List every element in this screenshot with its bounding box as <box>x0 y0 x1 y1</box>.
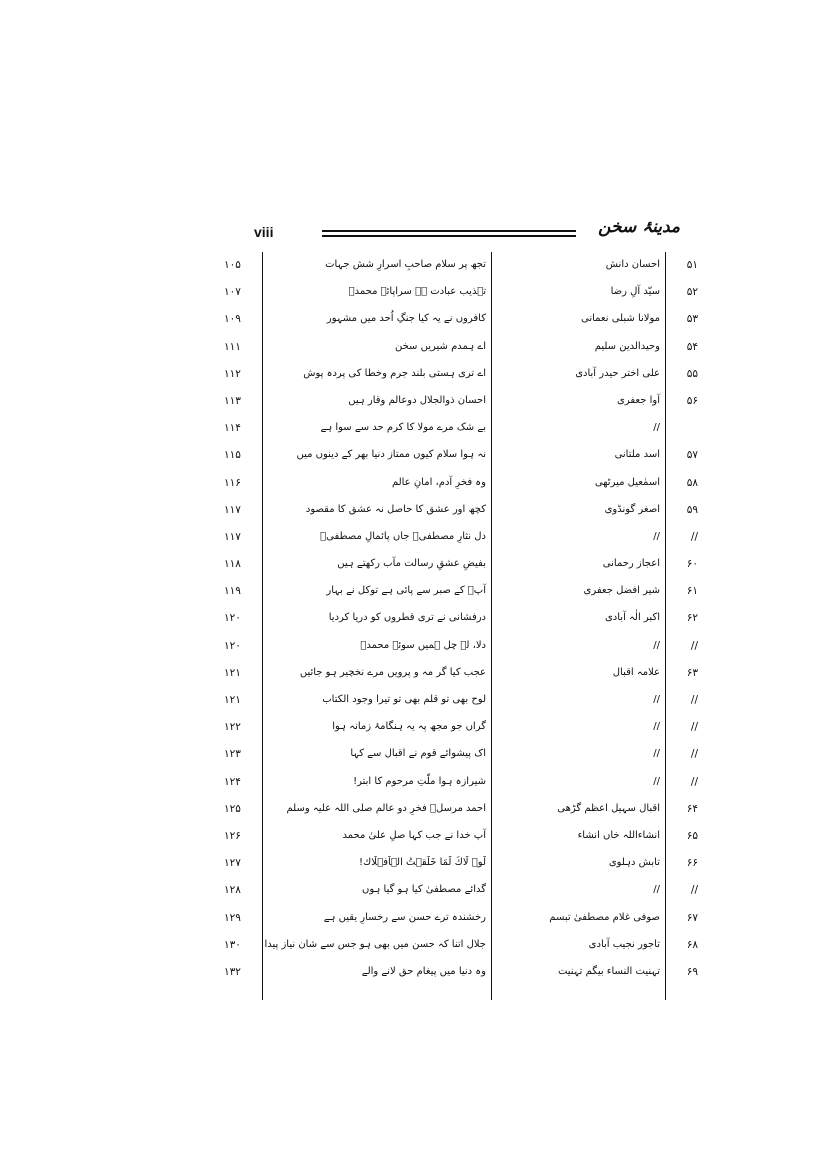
toc-row <box>0 796 826 823</box>
poet-name: سیّد آلِ رضا <box>610 286 660 298</box>
poem-first-line: جلال اتنا کہ حسن میں بھی ہو جس سے شان نیاز پیدا <box>264 938 486 950</box>
poet-name: تاجور نجیب آبادی <box>588 938 660 950</box>
entry-number: ۶۸ <box>686 938 698 951</box>
toc-row <box>0 850 826 877</box>
entry-number: ۵۸ <box>686 476 698 489</box>
entry-number: ۵۹ <box>686 503 698 516</box>
poet-name: // <box>653 530 660 542</box>
toc-row <box>0 687 826 714</box>
toc-row <box>0 823 826 850</box>
poem-first-line: آپؐ کے صبر سے پائی ہے توکل نے بہار <box>326 585 486 597</box>
poem-first-line: گدائے مصطفیٰ کیا ہو گیا ہوں <box>362 884 486 896</box>
entry-number: ۶۲ <box>686 612 698 625</box>
entry-number: ۶۹ <box>686 965 698 978</box>
poem-first-line: درفشانی نے تری قطروں کو دریا کردیا <box>328 612 486 624</box>
page-reference: ۱۱۷ <box>224 530 241 543</box>
poet-name: // <box>653 748 660 760</box>
toc-row <box>0 714 826 741</box>
entry-number: ۶۷ <box>686 911 698 924</box>
poet-name: تابش دہلوی <box>608 857 660 869</box>
entry-number: ۶۱ <box>686 585 698 598</box>
poet-name: اسمٰعیل میرٹھی <box>594 476 660 488</box>
table-of-contents <box>0 252 826 986</box>
poem-first-line: تجھ پر سلام صاحبِ اسرارِ شش جہات <box>325 259 486 270</box>
poem-first-line: اے تری ہستی بلند جرم وخطا کی پردہ پوش <box>303 367 486 379</box>
toc-row <box>0 524 826 551</box>
toc-row <box>0 388 826 415</box>
header-rule-top <box>322 230 576 232</box>
page-reference: ۱۰۹ <box>224 313 241 326</box>
page-reference: ۱۲۰ <box>224 639 241 652</box>
page-reference: ۱۰۷ <box>224 286 241 299</box>
page-reference: ۱۲۱ <box>224 666 241 679</box>
poem-first-line: نہ ہوا سلام کیوں ممتاز دنیا بھر کے دینوں میں <box>296 449 486 461</box>
poet-name: انشاءاللہ خاں انشاء <box>577 829 660 841</box>
page-reference: ۱۱۹ <box>224 585 241 598</box>
poet-name: تہنیت النساء بیگم تہنیت <box>557 965 660 977</box>
toc-row <box>0 252 826 279</box>
entry-number: // <box>690 884 698 897</box>
page-reference: ۱۱۱ <box>224 340 241 353</box>
toc-row <box>0 905 826 932</box>
toc-row <box>0 959 826 986</box>
entry-number: ۵۴ <box>686 340 698 353</box>
poet-name: مولانا شبلی نعمانی <box>580 313 660 325</box>
toc-row <box>0 279 826 306</box>
poet-name: وحیدالدین سلیم <box>594 340 660 352</box>
entry-number: ۵۳ <box>686 313 698 326</box>
entry-number: ۵۵ <box>686 367 698 380</box>
entry-number: // <box>690 721 698 734</box>
poem-first-line: کافروں نے یہ کیا جنگِ اُحد میں مشہور <box>326 313 486 325</box>
toc-row <box>0 877 826 904</box>
poem-first-line: اک پیشوائے قوم نے اقبال سے کہا <box>350 748 486 760</box>
toc-row <box>0 932 826 959</box>
entry-number: ۶۶ <box>686 857 698 870</box>
poem-first-line: دل نثارِ مصطفیؐ جاں پائمالِ مصطفیؐ <box>320 530 486 542</box>
toc-row <box>0 605 826 632</box>
toc-row <box>0 334 826 361</box>
poem-first-line: شیرازہ ہوا ملّتِ مرحوم کا ابتر! <box>353 775 486 787</box>
page-reference: ۱۱۷ <box>224 503 241 516</box>
entry-number: ۵۱ <box>686 259 698 271</box>
poem-first-line: لَوۡ لَاكَ لَمَا خَلَقۡتُ الۡاَفۡلَاك! <box>359 857 486 869</box>
poet-name: علی اختر حیدر آبادی <box>575 367 660 379</box>
poet-name: اصغر گونڈوی <box>604 503 660 515</box>
poet-name: // <box>653 721 660 733</box>
poem-first-line: احمد مرسلؐ فخرِ دو عالم صلی اللہ علیہ وسلم <box>286 802 486 814</box>
page-reference: ۱۱۳ <box>224 394 241 407</box>
page-reference: ۱۰۵ <box>224 259 241 271</box>
page-reference: ۱۲۶ <box>224 829 241 842</box>
poem-first-line: تہذیب عبادت ہے سراپائے محمدؐ <box>348 286 486 298</box>
toc-row <box>0 551 826 578</box>
poem-first-line: بے شک مرے مولا کا کرم حد سے سوا ہے <box>320 422 486 434</box>
poem-first-line: بفیضِ عشقِ رسالت مآب رکھتے ہیں <box>337 558 486 570</box>
toc-row <box>0 361 826 388</box>
toc-row <box>0 442 826 469</box>
poet-name: اسد ملتانی <box>614 449 660 461</box>
poem-first-line: وہ دنیا میں پیغام حق لانے والے <box>361 965 486 977</box>
entry-number: // <box>690 748 698 761</box>
page-reference: ۱۲۱ <box>224 694 241 706</box>
toc-row <box>0 633 826 660</box>
poem-first-line: گراں جو مجھ پہ یہ ہنگامۂ زمانہ ہوا <box>332 721 486 733</box>
page-reference: ۱۲۷ <box>224 857 241 870</box>
poet-name: اقبال سہیل اعظم گڑھی <box>557 802 660 814</box>
poem-first-line: عجب کیا گر مہ و پرویں مرے نخچیر ہو جائیں <box>299 666 486 678</box>
toc-row <box>0 660 826 687</box>
page-reference: ۱۱۲ <box>224 367 241 380</box>
page-reference: ۱۲۸ <box>224 884 241 897</box>
poem-first-line: آپ خدا نے جب کہا صلِ علیٰ محمد <box>342 829 486 841</box>
poet-name: اکبر الٰہ آبادی <box>604 612 660 624</box>
page-reference: ۱۱۶ <box>224 476 241 489</box>
entry-number: ۵۲ <box>686 286 698 299</box>
toc-row <box>0 306 826 333</box>
page-reference: ۱۲۹ <box>224 911 241 924</box>
page-reference: ۱۱۸ <box>224 558 241 571</box>
toc-row <box>0 470 826 497</box>
page-reference: ۱۳۲ <box>224 965 241 978</box>
page-reference: ۱۲۰ <box>224 612 241 625</box>
page-reference: ۱۳۰ <box>224 938 241 951</box>
page-reference: ۱۱۴ <box>224 422 241 435</box>
poet-name: آوا جعفری <box>617 394 660 406</box>
poet-name: شیر افضل جعفری <box>583 585 660 597</box>
toc-row <box>0 741 826 768</box>
page-reference: ۱۱۵ <box>224 449 241 462</box>
toc-row <box>0 415 826 442</box>
poem-first-line: دلا، لے چل ہمیں سوئے محمدؐ <box>360 639 486 651</box>
page-reference: ۱۲۴ <box>224 775 241 788</box>
entry-number: // <box>690 530 698 543</box>
poet-name: // <box>653 422 660 434</box>
book-title: مدینۂ سخن <box>598 217 680 237</box>
poet-name: احسان دانش <box>605 259 660 270</box>
page-reference: ۱۲۲ <box>224 721 241 734</box>
toc-row <box>0 497 826 524</box>
poet-name: علامہ اقبال <box>612 666 660 678</box>
poet-name: // <box>653 775 660 787</box>
poem-first-line: لوح بھی تو قلم بھی تو تیرا وجود الکتاب <box>322 694 486 705</box>
poem-first-line: کچھ اور عشق کا حاصل نہ عشق کا مقصود <box>305 503 486 515</box>
poem-first-line: وہ فخرِ آدم، امانِ عالم <box>391 476 486 488</box>
header-rule-bottom <box>322 235 576 237</box>
page-number: viii <box>254 224 274 240</box>
poet-name: // <box>653 694 660 705</box>
entry-number: // <box>690 639 698 652</box>
entry-number: ۶۰ <box>686 558 698 571</box>
poet-name: صوفی غلام مصطفیٰ تبسم <box>549 911 660 923</box>
toc-row <box>0 578 826 605</box>
page-reference: ۱۲۳ <box>224 748 241 761</box>
entry-number: ۶۴ <box>686 802 698 815</box>
poet-name: // <box>653 884 660 896</box>
entry-number: ۶۳ <box>686 666 698 679</box>
poem-first-line: اے ہمدم شیریں سخن <box>394 340 486 352</box>
toc-row <box>0 769 826 796</box>
page-reference: ۱۲۵ <box>224 802 241 815</box>
entry-number: // <box>690 775 698 788</box>
poet-name: // <box>653 639 660 651</box>
entry-number: ۶۵ <box>686 829 698 842</box>
entry-number: ۵۷ <box>686 449 698 462</box>
entry-number: ۵۶ <box>686 394 698 407</box>
poet-name: اعجاز رحمانی <box>602 558 660 570</box>
entry-number: // <box>690 694 698 706</box>
poem-first-line: رخشندہ ترے حسن سے رخسارِ یقیں ہے <box>323 911 486 923</box>
poem-first-line: احسان ذوالجلال دوعالم وقار ہیں <box>348 394 486 406</box>
